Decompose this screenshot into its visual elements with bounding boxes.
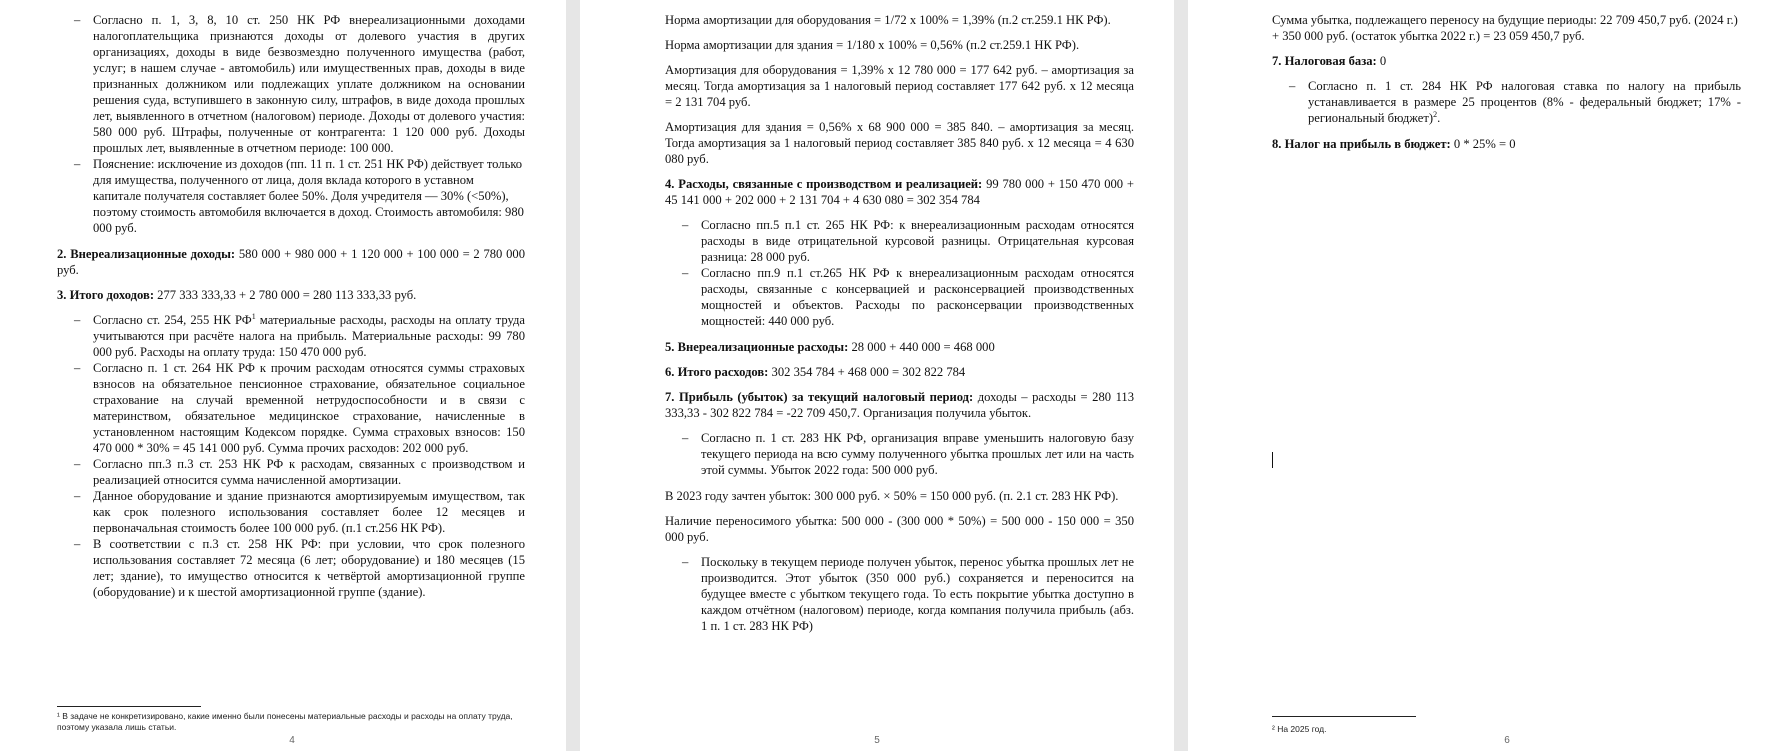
section-7-paragraph [665,389,1134,421]
section-7-paragraph [1272,53,1741,69]
section-2-text: 580 000 + 980 000 + 1 120 000 + 100 000 = 2 780 000 руб. [57,247,525,277]
list-item [93,312,525,360]
section-4-paragraph [665,176,1134,208]
paragraph: Норма амортизации для оборудования = 1/72 х 100% = 1,39% (п.2 ст.259.1 НК РФ). [665,13,1111,27]
section-2-title: 2. Внереализационные доходы: [57,247,236,261]
section-2-paragraph [57,246,525,278]
footnote-ref[interactable]: 1 [251,311,256,321]
nonoperating-expense-list [665,217,1134,329]
section-5-title: 5. Внереализационные расходы: [665,340,849,354]
page-4-content [57,12,525,610]
page-number: 6 [1504,735,1510,746]
section-4-text: 99 780 000 + 150 470 000 + 45 141 000 + 202 000 + 2 131 704 + 4 630 080 = 302 354 784 [665,177,1134,207]
paragraph: Амортизация для здания = 0,56% х 68 900 000 = 385 840. – амортизация за месяц. Тогда амортизация за 1 налоговый период составляет 385 840 руб. х 12 месяца = 4 630 080 руб. [665,120,1134,166]
paragraph: Сумма убытка, подлежащего переносу на будущие периоды: 22 709 450,7 руб. (2024 г.) + 350 000 руб. (остаток убытка 2022 г.) = 23 059 450,7 руб. [1272,13,1738,43]
section-8-title: 8. Налог на прибыль в бюджет: [1272,137,1451,151]
tax-rate-list [1272,78,1741,126]
list-item: – Согласно п. 1, 3, 8, 10 ст. 250 НК РФ внереализационными доходами налогоплательщика признаются доходы от долевого участия в других организациях, доходы в виде безвозмездно полученного имущества (работ, услуг; в нашем случае - автомобиль) или имущественных прав, доходы в виде признанных должником или подлежащих уплате должником на основании решения суда, вступившего в законную силу, штрафов, в виде дохода прошлых лет, выявленного в отчетном (налоговом) периоде. Доходы от долевого участия: 580 000 руб. Штрафы, полученные от контрагента: 1 120 000 руб. Доходы прошлых лет, выявленные в отчетном периоде: 100 000. [93,12,525,156]
paragraph: В 2023 году зачтен убыток: 300 000 руб. × 50% = 150 000 руб. (п. 2.1 ст. 283 НК РФ). [665,489,1119,503]
list-item: – Согласно пп.9 п.1 ст.265 НК РФ к внереализационным расходам относятся расходы, связанные с консервацией и расконсервацией производственных мощностей и объектов. Расходы по расконсервации производственных мощностей: 440 000 руб. [701,265,1134,329]
section-5-paragraph [665,339,1134,355]
section-6-title: 6. Итого расходов: [665,365,769,379]
list-item: – В соответствии с п.3 ст. 258 НК РФ: при условии, что срок полезного использования составляет 72 месяца (6 лет; оборудование) и 180 месяцев (15 лет; здание), то имущество относится к четвёртой амортизационной группе (оборудование) и к шестой амортизационной группе (здание). [93,536,525,600]
list-item: – Пояснение: исключение из доходов (пп. 11 п. 1 ст. 251 НК РФ) действует только для имущества, полученного от лица, доля вклада которого в уставном капитале получателя составляет более 50%. Доля учредителя — 30% (<50%), поэтому стоимость автомобиля включается в доход. Стоимость автомобиля: 980 000 руб. [93,156,525,236]
list-item: – Согласно п. 1 ст. 283 НК РФ, организация вправе уменьшить налоговую базу текущего периода на всю сумму полученного убытка прошлых лет или на часть этой суммы. Убыток 2022 года: 500 000 руб. [701,430,1134,478]
section-7-title: 7. Прибыль (убыток) за текущий налоговый период: [665,390,974,404]
text-cursor [1272,452,1273,468]
footnote-separator [1272,716,1416,717]
section-7-title: 7. Налоговая база: [1272,54,1377,68]
list-item-text: Согласно п. 1 ст. 284 НК РФ налоговая ставка по налогу на прибыль устанавливается в размере 25 процентов (8% - федеральный бюджет; 17% - региональный бюджет) [1308,79,1741,125]
list-item-text: материальные расходы, расходы на оплату труда учитываются при расчёте налога на прибыль. Материальные расходы: 99 780 000 руб. Расходы на оплату труда: 150 470 000 руб. [93,313,525,359]
section-5-text: 28 000 + 440 000 = 468 000 [848,340,995,354]
document-page-5 [580,0,1174,751]
page-5-content [665,12,1134,644]
list-item: – Поскольку в текущем периоде получен убыток, перенос убытка прошлых лет не производится. Этот убыток (350 000 руб.) сохраняется и переносится на будущее вместе с убытком текущего года. То есть покрытие убытка доступно в каждом отчётном (налоговом) периоде, когда компания получила прибыль (абз. 1 п. 1 ст. 283 НК РФ) [701,554,1134,634]
section-8-paragraph [1272,136,1741,152]
paragraph: Норма амортизации для здания = 1/180 х 100% = 0,56% (п.2 ст.259.1 НК РФ). [665,38,1080,52]
list-item: – Данное оборудование и здание признаются амортизируемым имуществом, так как срок полезного использования составляет более 12 месяцев и первоначальная стоимость более 100 000 руб. (п.1 ст.256 НК РФ). [93,488,525,536]
page-6-content [1272,12,1741,161]
list-item: – Согласно п. 1 ст. 264 НК РФ к прочим расходам относятся суммы страховых взносов на обязательное пенсионное страхование, обязательное социальное страхование на случай временной нетрудоспособности и в связи с материнством, обязательное медицинское страхование, начисленные в установленном настоящим Кодексом порядке. Сумма страховых взносов: 150 470 000 * 30% = 45 141 000 руб. Сумма прочих расходов: 202 000 руб. [93,360,525,456]
loss-carryforward-list [665,430,1134,478]
document-page-6 [1188,0,1766,751]
section-4-title: 4. Расходы, связанные с производством и реализацией: [665,177,983,191]
section-6-paragraph [665,364,1134,380]
section-7-text: доходы – расходы = 280 113 333,33 - 302 822 784 = -22 709 450,7. Организация получила убыток. [665,390,1135,420]
paragraph: Наличие переносимого убытка: 500 000 - (300 000 * 50%) = 500 000 - 150 000 = 350 000 руб. [665,514,1134,544]
paragraph: Амортизация для оборудования = 1,39% х 12 780 000 = 177 642 руб. – амортизация за месяц. Тогда амортизация за 1 налоговый период составляет 177 642 руб. х 12 месяца = 2 131 704 руб. [665,63,1134,109]
list-item-text: . [1437,111,1441,125]
list-item [1308,78,1741,126]
footnote-separator [57,706,201,707]
footnote-2: ² На 2025 год. [1272,724,1327,734]
page-number: 5 [874,735,880,746]
section-3-text: 277 333 333,33 + 2 780 000 = 280 113 333,33 руб. [154,288,417,302]
section-7-text: 0 [1376,54,1387,68]
expense-notes-list [57,312,525,600]
footnote-ref[interactable]: 2 [1433,109,1438,119]
list-item: – Согласно пп.5 п.1 ст. 265 НК РФ: к внереализационным расходам относятся расходы в виде отрицательной курсовой разницы. Отрицательная курсовая разница: 28 000 руб. [701,217,1134,265]
section-3-paragraph [57,287,525,303]
list-item: – Согласно пп.3 п.3 ст. 253 НК РФ к расходам, связанных с производством и реализацией относится сумма начисленной амортизации. [93,456,525,488]
loss-note-list [665,554,1134,634]
list-item-text: Согласно ст. 254, 255 НК РФ [93,313,252,327]
income-notes-list [57,12,525,236]
document-page-4 [0,0,566,751]
section-6-text: 302 354 784 + 468 000 = 302 822 784 [768,365,966,379]
section-8-text: 0 * 25% = 0 [1450,137,1516,151]
section-3-title: 3. Итого доходов: [57,288,155,302]
footnote-1: ¹ В задаче не конкретизировано, какие именно были понесены материальные расходы и расходы на оплату труда, поэтому указала лишь статьи. [57,711,513,732]
page-number: 4 [289,735,295,746]
